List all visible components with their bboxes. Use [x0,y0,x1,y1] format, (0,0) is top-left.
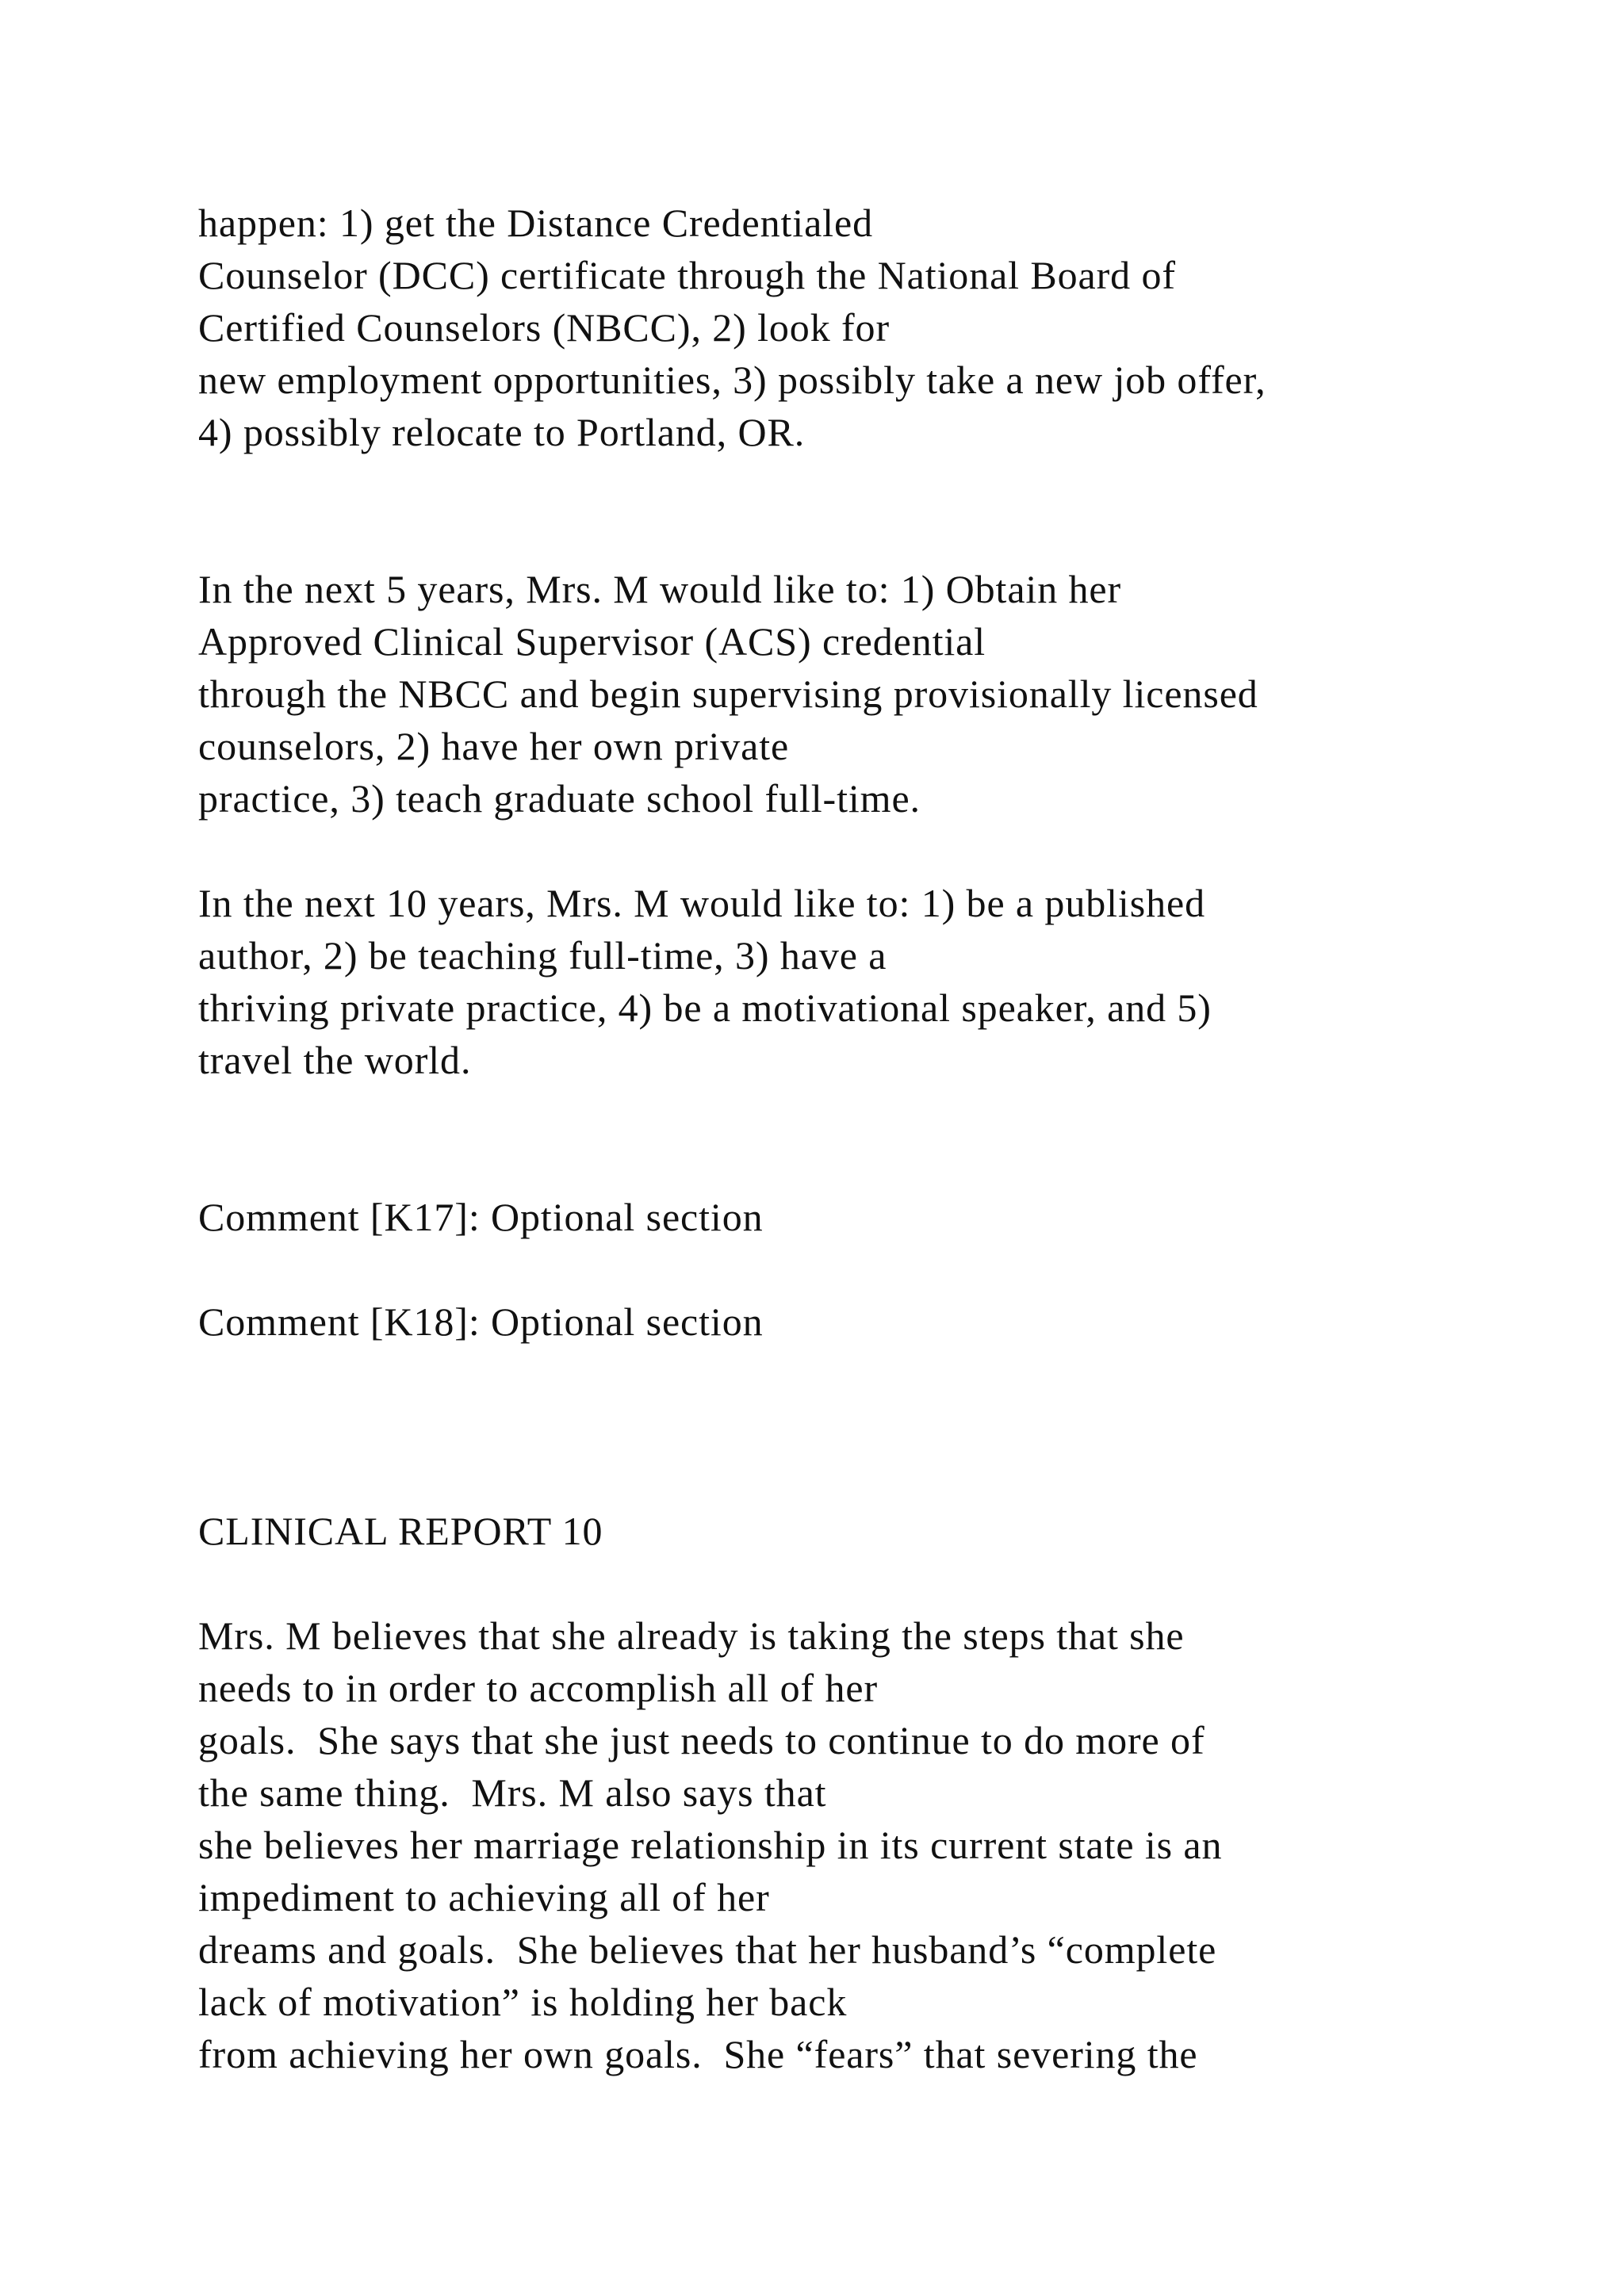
text-line: needs to in order to accomplish all of her [198,1666,878,1710]
text-line: Mrs. M believes that she already is taking the steps that she [198,1613,1185,1658]
text-line: In the next 10 years, Mrs. M would like to: 1) be a published [198,881,1205,925]
text-line: from achieving her own goals. She “fears” that severing the [198,2032,1198,2076]
text-line: thriving private practice, 4) be a motivational speaker, and 5) [198,985,1212,1030]
text-line: new employment opportunities, 3) possibly take a new job offer, [198,358,1266,402]
comment-k17: Comment [K17]: Optional section [198,1195,764,1239]
text-line: through the NBCC and begin supervising provisionally licensed [198,672,1258,716]
text-line: Certified Counselors (NBCC), 2) look for [198,305,891,350]
text-line: impediment to achieving all of her [198,1875,770,1919]
comment-k18: Comment [K18]: Optional section [198,1299,764,1344]
text-line: lack of motivation” is holding her back [198,1980,848,2024]
text-line: 4) possibly relocate to Portland, OR. [198,410,806,454]
text-line: counselors, 2) have her own private [198,724,790,768]
page-header: CLINICAL REPORT 10 [198,1509,603,1553]
text-line: goals. She says that she just needs to continue to do more of [198,1718,1205,1762]
text-line: happen: 1) get the Distance Credentialed [198,201,873,245]
text-line: Approved Clinical Supervisor (ACS) credential [198,619,986,664]
text-line: Counselor (DCC) certificate through the National Board of [198,253,1176,297]
text-line: author, 2) be teaching full-time, 3) have a [198,933,887,978]
text-line: dreams and goals. She believes that her husband’s “complete [198,1927,1217,1972]
text-line: the same thing. Mrs. M also says that [198,1770,827,1815]
text-line: she believes her marriage relationship in its current state is an [198,1823,1223,1867]
text-line: In the next 5 years, Mrs. M would like to: 1) Obtain her [198,567,1122,611]
text-line: practice, 3) teach graduate school full-time. [198,776,921,821]
text-line: travel the world. [198,1038,472,1082]
